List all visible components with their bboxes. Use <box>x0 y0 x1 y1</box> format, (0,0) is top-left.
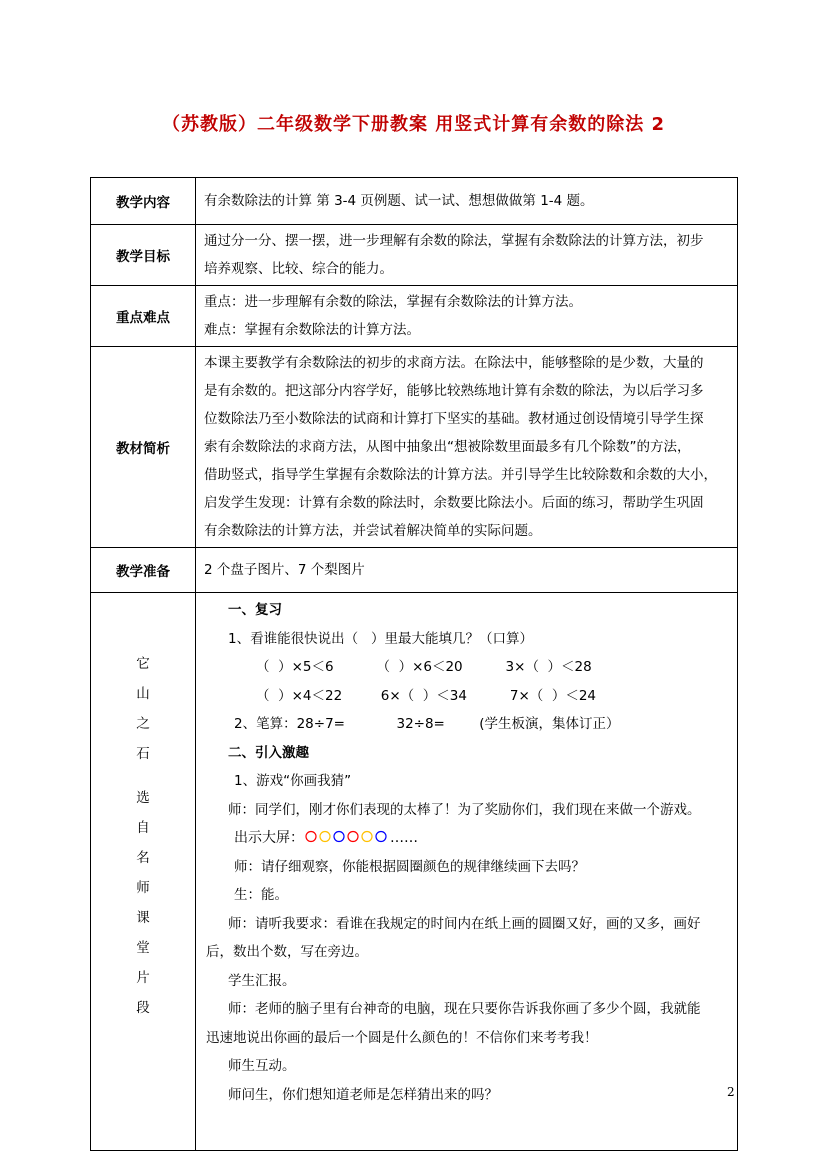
row-label-keypoints: 重点难点 <box>91 286 196 347</box>
circle-pattern-line <box>206 824 729 853</box>
row-label-content: 教学内容 <box>91 178 196 225</box>
text-line: 1、看谁能很快说出（ ）里最大能填几？（口算） <box>228 630 533 647</box>
row-value-preparation <box>196 548 738 593</box>
text-line: 师：同学们，刚才你们表现的太棒了！为了奖励你们，我们现在来做一个游戏。 <box>228 801 701 818</box>
table-row <box>91 347 738 548</box>
circle-icon <box>348 832 358 842</box>
page-number: 2 <box>727 1085 735 1099</box>
side-char: 名 <box>136 850 150 866</box>
side-char: 段 <box>136 1000 150 1016</box>
text-line: 启发学生发现：计算有余数的除法时，余数要比除法小。后面的练习，帮助学生巩固 <box>204 495 704 511</box>
side-char: 师 <box>136 880 150 896</box>
text-line: （ ）×5＜6 （ ）×6＜20 3×（ ）＜28 <box>256 659 592 675</box>
text-line: 1、游戏“你画我猜” <box>234 773 352 789</box>
row-value-analysis <box>196 347 738 548</box>
circle-row <box>304 830 390 846</box>
side-char: 片 <box>136 970 150 986</box>
text-line: 位数除法乃至小数除法的试商和计算打下坚实的基础。教材通过创设情境引导学生探 <box>204 411 704 427</box>
text-line: 师：老师的脑子里有台神奇的电脑，现在只要你告诉我你画了多少个圆，我就能 <box>228 1001 701 1017</box>
lesson-process <box>196 593 738 1151</box>
side-char: 堂 <box>136 940 150 956</box>
side-char: 课 <box>136 910 150 926</box>
side-char: 选 <box>136 790 150 806</box>
text-line: 有余数除法的计算 第 3-4 页例题、试一试、想想做做第 1-4 题。 <box>204 193 594 209</box>
circles-svg <box>304 830 390 843</box>
text-line: 师生互动。 <box>228 1058 296 1074</box>
text-line: 生：能。 <box>234 887 288 903</box>
side-char: 山 <box>136 686 150 702</box>
table-row <box>91 548 738 593</box>
side-char: 之 <box>136 716 150 732</box>
row-label-objectives: 教学目标 <box>91 225 196 286</box>
table-row <box>91 593 738 1151</box>
side-char: 石 <box>136 746 150 762</box>
text-line: 通过分一分、摆一摆，进一步理解有余数的除法，掌握有余数除法的计算方法，初步 <box>204 233 704 249</box>
table-row <box>91 178 738 225</box>
text-line: 后，数出个数，写在旁边。 <box>206 944 368 960</box>
text-line: 师问生，你们想知道老师是怎样猜出来的吗？ <box>228 1086 498 1103</box>
spacer <box>92 769 194 783</box>
text-suffix: …… <box>390 830 418 846</box>
circle-icon <box>320 832 330 842</box>
row-value-keypoints <box>196 286 738 347</box>
circle-icon <box>376 832 386 842</box>
section-heading: 二、引入激趣 <box>228 744 309 761</box>
text-line: 学生汇报。 <box>228 972 296 989</box>
text-line: 索有余数除法的求商方法，从图中抽象出“想被除数里面最多有几个除数”的方法， <box>204 439 691 455</box>
row-value-objectives <box>196 225 738 286</box>
text-line: 是有余数的。把这部分内容学好，能够比较熟练地计算有余数的除法，为以后学习多 <box>204 383 704 399</box>
document-title: （苏教版）二年级数学下册教案 用竖式计算有余数的除法 2 <box>161 114 666 135</box>
circle-icon <box>362 832 372 842</box>
section-heading: 一、复习 <box>228 602 282 618</box>
text-line: 借助竖式，指导学生掌握有余数除法的计算方法。并引导学生比较除数和余数的大小， <box>204 467 717 483</box>
text-line: 本课主要教学有余数除法的初步的求商方法。在除法中，能够整除的是少数，大量的 <box>204 355 704 371</box>
text-line: 难点：掌握有余数除法的计算方法。 <box>204 322 420 338</box>
row-label-preparation: 教学准备 <box>91 548 196 593</box>
circle-icon <box>306 832 316 842</box>
circle-icon <box>334 832 344 842</box>
row-value-content <box>196 178 738 225</box>
side-vertical-label <box>91 593 196 1151</box>
text-line: 培养观察、比较、综合的能力。 <box>204 261 393 277</box>
text-line: 有余数除法的计算方法，并尝试着解决简单的实际问题。 <box>204 523 542 539</box>
text-line: 师：请听我要求：看谁在我规定的时间内在纸上画的圆圈又好，画的又多，画好 <box>228 915 701 932</box>
side-char: 它 <box>136 656 150 672</box>
text-line: （ ）×4＜22 6×（ ）＜34 7×（ ）＜24 <box>256 687 597 704</box>
lesson-plan-table <box>90 177 738 1151</box>
text-line: 师：请仔细观察，你能根据圆圈颜色的规律继续画下去吗？ <box>234 858 585 875</box>
text-line: 重点：进一步理解有余数的除法，掌握有余数除法的计算方法。 <box>204 294 582 310</box>
table-row <box>91 225 738 286</box>
text-prefix: 出示大屏： <box>234 830 304 846</box>
text-line: 2 个盘子图片、7 个梨图片 <box>204 562 365 578</box>
side-char: 自 <box>136 820 150 836</box>
row-label-analysis: 教材简析 <box>91 347 196 548</box>
text-line: 2、笔算：28÷7= 32÷8= (学生板演，集体订正） <box>234 716 620 732</box>
text-line: 迅速地说出你画的最后一个圆是什么颜色的！不信你们来考考我！ <box>206 1029 598 1046</box>
table-row <box>91 286 738 347</box>
